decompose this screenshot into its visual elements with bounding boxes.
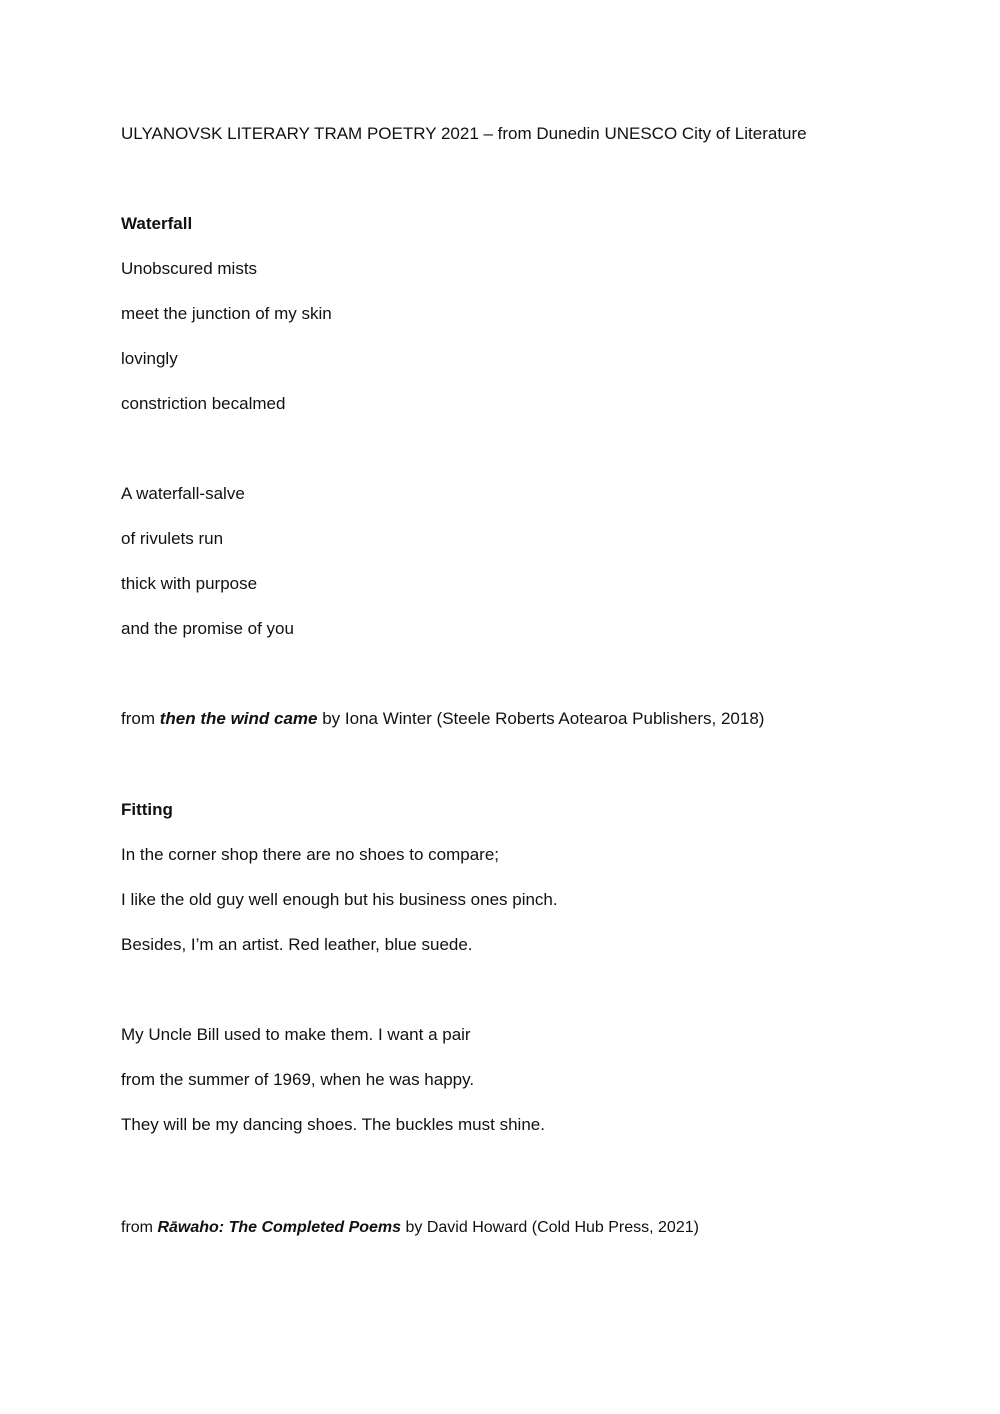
poem-title-fitting: Fitting (121, 800, 173, 819)
poem-line: and the promise of you (121, 619, 294, 638)
credit-prefix: from (121, 709, 160, 728)
poem-line: constriction becalmed (121, 394, 286, 413)
page-header: ULYANOVSK LITERARY TRAM POETRY 2021 – from Dunedin UNESCO City of Literature (121, 124, 807, 143)
poem-line: My Uncle Bill used to make them. I want a pair (121, 1025, 471, 1044)
poem-line: meet the junction of my skin (121, 304, 332, 323)
poem-line: of rivulets run (121, 529, 224, 548)
poem-line: In the corner shop there are no shoes to compare; (121, 845, 500, 864)
credit-suffix: by David Howard (Cold Hub Press, 2021) (401, 1219, 699, 1236)
poem-credit-fitting (121, 1217, 699, 1239)
poem-title-waterfall: Waterfall (121, 214, 193, 233)
poem-line: Besides, I’m an artist. Red leather, blue suede. (121, 935, 473, 954)
poem-line: Unobscured mists (121, 259, 258, 278)
poem-line: A waterfall-salve (121, 484, 245, 503)
poem-credit-waterfall (121, 708, 764, 730)
credit-book-title: Rāwaho: The Completed Poems (157, 1219, 402, 1236)
credit-prefix: from (121, 1219, 158, 1236)
credit-book-title: then the wind came (159, 709, 318, 728)
poem-line: lovingly (121, 349, 178, 368)
credit-suffix: by Iona Winter (Steele Roberts Aotearoa Publishers, 2018) (317, 709, 765, 728)
poem-line: I like the old guy well enough but his business ones pinch. (121, 890, 558, 909)
poem-line: from the summer of 1969, when he was happy. (121, 1070, 475, 1089)
poem-line: They will be my dancing shoes. The buckles must shine. (121, 1115, 545, 1134)
poem-line: thick with purpose (121, 574, 258, 593)
